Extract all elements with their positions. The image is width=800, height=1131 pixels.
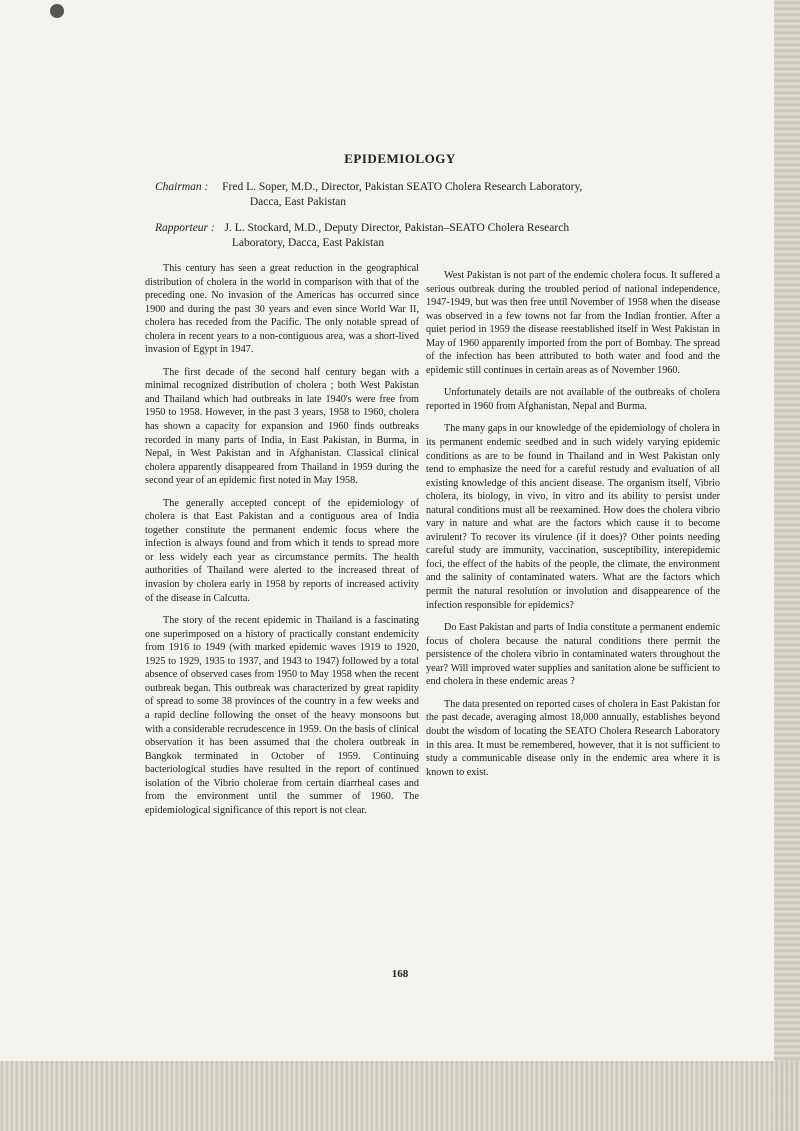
chairman-line2: Dacca, East Pakistan (249, 196, 346, 208)
paragraph: Do East Pakistan and parts of India constitute a permanent endemic focus of cholera because the natural conditions there permit the persistence of the cholera vibrio in contaminated waters throughout the year? Will improved water supplies and sanitation alone be sufficient to end cholera in these endemic areas ? (426, 622, 720, 688)
chairman-credit (155, 180, 582, 210)
paragraph: Unfortunately details are not available of the outbreaks of cholera reported in 1960 from Afghanistan, Nepal and Burma. (426, 387, 720, 412)
scan-edge-bottom (0, 1061, 800, 1131)
right-column (426, 269, 720, 788)
binding-hole (50, 4, 64, 18)
paragraph: The first decade of the second half century began with a minimal recognized distribution of cholera ; both West Pakistan and Thailand which had outbreaks in late 1940's were free from 1950 to 1958. However, in the past 3 years, 1958 to 1960, cholera has shown a capacity for expansion and 1960 finds outbreaks recorded in many parts of India, in East Pakistan, in Burma, in Nepal, in West Pakistan and in Afghanistan. Classical clinical cholera apparently disappeared from Thailand in 1959 during the second year of an epidemic first noted in May 1958. (145, 366, 419, 487)
rapporteur-line2: Laboratory, Dacca, East Pakistan (231, 237, 385, 249)
chairman-line1: Fred L. Soper, M.D., Director, Pakistan SEATO Cholera Research Laboratory, (222, 181, 583, 193)
paragraph: The story of the recent epidemic in Thailand is a fascinating one superimposed on a history of practically constant endemicity from 1916 to 1949 (with marked epidemic waves 1919 to 1920, 1925 to 1929, 1935 to 1937, and 1943 to 1947) followed by a total absence of observed cases from 1950 to May 1958 when the recent outbreak began. This outbreak was characterized by great rapidity of spread to some 38 provinces of the country in a few weeks and a rapid decline following the onset of the heavy monsoons but with a considerable recrudescence in 1959. On the basis of clinical observation it has been assumed that the cholera outbreak in Bangkok terminated in October of 1959. Continuing bacteriological studies have resulted in the report of continued isolation of the Vibrio cholerae from certain diarrheal cases and from the environment until the summer of 1960. The epidemiological significance of this report is not clear. (145, 615, 419, 816)
paragraph: This century has seen a great reduction in the geographical distribution of cholera in the world in comparison with that of the preceding one. No invasion of the Americas has occurred since 1900 and during the past 30 years and even since World War II, cholera has receded from the Pacific. The only notable spread of cholera in recent years to a non-contiguous area, was a short-lived invasion of Egypt in 1947. (145, 263, 419, 356)
paragraph: The many gaps in our knowledge of the epidemiology of cholera in its permanent endemic seedbed and in such widely varying epidemic conditions as are to be found in Thailand and in West Pakistan only tend to emphasize the need for a careful restudy and evaluation of all existing knowledge of this ancient disease. The organism itself, Vibrio cholera, its biology, in vivo, in vitro and its ability to persist under natural conditions must all be reexamined. How does the cholera vibrio vary in nature and what are the factors which cause it to become avirulent? To recover its virulence (if it does)? Other points needing careful study are immunity, vaccination, susceptibility, interepidemic foci, the effect of the habits of the people, the climate, the environment and the salinity of contaminated waters. What are the factors which permit the natural resolution or involution and disappearence of the infection responsible for epidemics? (426, 423, 720, 611)
rapporteur-role: Rapporteur : (155, 222, 215, 234)
rapporteur-line1: J. L. Stockard, M.D., Deputy Director, Pakistan–SEATO Cholera Research (224, 222, 570, 234)
rapporteur-credit (155, 221, 569, 251)
paragraph: The generally accepted concept of the epidemiology of cholera is that East Pakistan and a contiguous area of India together constitute the permanent endemic focus where the infection is always found and from which it tends to spread more or less widely each year as circumstance permits. The health authorities of Thailand were alerted to the increased threat of invasion by cholera early in 1958 by reports of increased activity of the disease in Calcutta. (145, 497, 419, 604)
chairman-role: Chairman : (155, 181, 209, 193)
scan-edge-right (774, 0, 800, 1131)
left-column (145, 262, 419, 826)
paragraph: The data presented on reported cases of cholera in East Pakistan for the past decade, averaging almost 18,000 annually, establishes beyond doubt the wisdom of locating the SEATO Cholera Research Laboratory in this area. It must be remembered, however, that it is not sufficient to study a communicable disease only in the endemic area where it is known to exist. (426, 698, 720, 778)
section-title: EPIDEMIOLOGY (344, 151, 456, 166)
paragraph: West Pakistan is not part of the endemic cholera focus. It suffered a serious outbreak during the troubled period of national independence, 1947-1949, but was then free until November of 1958 when the disease was observed in a few towns not far from the Indian frontier. After a quiet period in 1959 the disease reestablished itself in West Pakistan in May of 1960 apparently imported from the port of Bombay. The spread of the infection has been attributed to both water and food and the epidemic still continues in certain areas as of November 1960. (426, 270, 720, 376)
page-number: 168 (391, 968, 409, 980)
